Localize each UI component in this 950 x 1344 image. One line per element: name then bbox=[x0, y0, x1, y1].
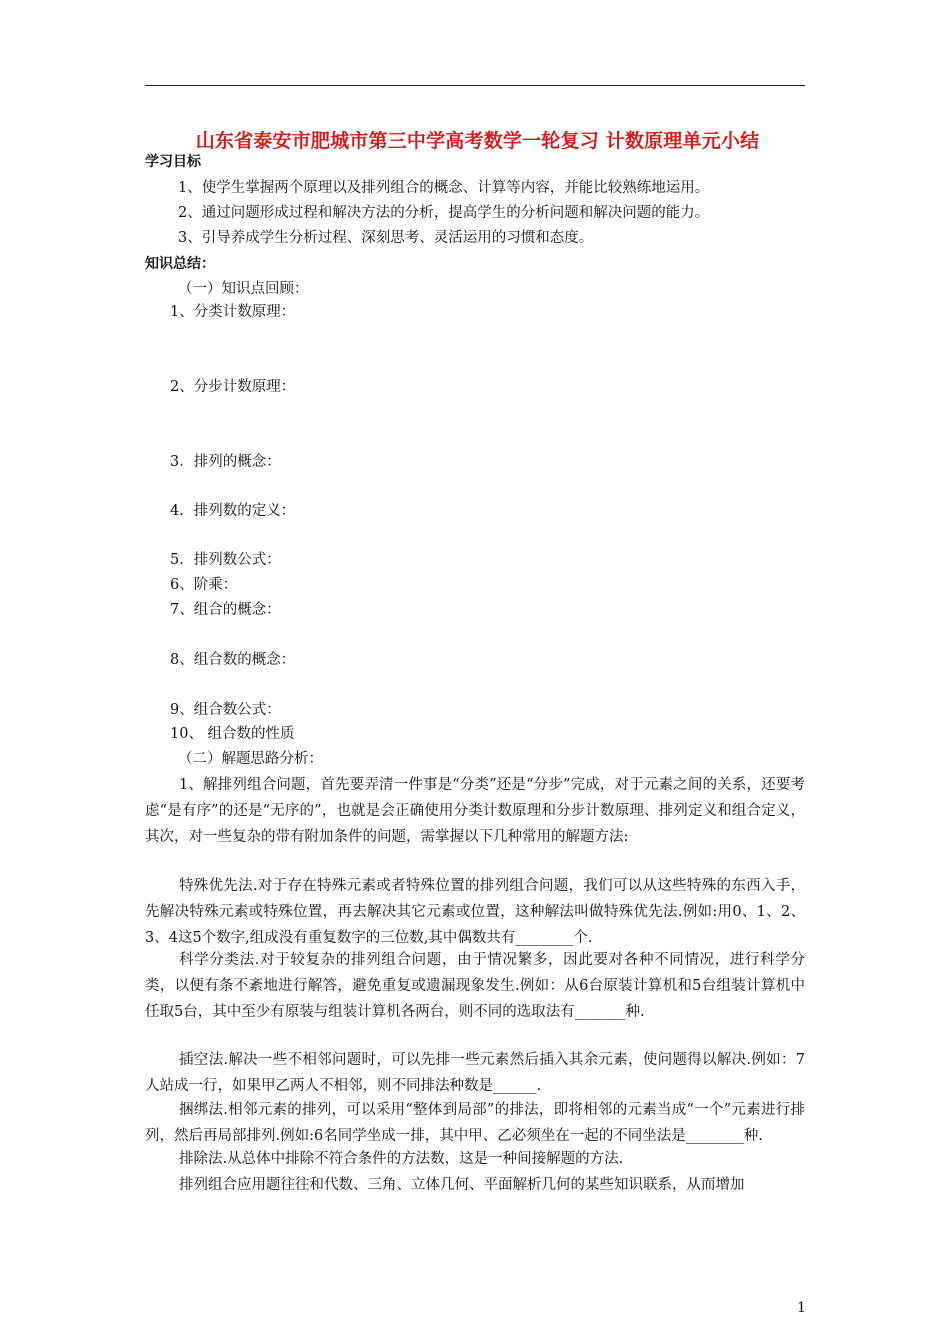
paragraph-bundling: 捆绑法.相邻元素的排列，可以采用“整体到局部”的排法，即将相邻的元素当成“一个”元素进行排列，然后再局部排列.例如:6名同学坐成一排，其中甲、乙必须坐在一起的不同坐法是________种. bbox=[145, 1102, 805, 1144]
paragraph-insertion: 插空法.解决一些不相邻问题时，可以先排一些元素然后插入其余元素，使问题得以解决.例如：7人站成一行，如果甲乙两人不相邻，则不同排法种数是______. bbox=[145, 1052, 805, 1094]
page-number: 1 bbox=[797, 1300, 806, 1316]
goal-item-1: 1、使学生掌握两个原理以及排列组合的概念、计算等内容，并能比较熟练地运用。 bbox=[178, 180, 710, 196]
point-1: 1、分类计数原理： bbox=[170, 304, 296, 320]
paragraph-classification: 科学分类法.对于较复杂的排列组合问题，由于情况繁多，因此要对各种不同情况，进行科学分类，以便有条不紊地进行解答，避免重复或遗漏现象发生.例如：从6台原装计算机和5台组装计算机中任取5台，其中至少有原装与组装计算机各两台，则不同的选取法有_______种. bbox=[145, 952, 805, 1020]
document-title: 山东省泰安市肥城市第三中学高考数学一轮复习 计数原理单元小结 bbox=[195, 130, 760, 152]
paragraph-applications: 排列组合应用题往往和代数、三角、立体几何、平面解析几何的某些知识联系，从而增加 bbox=[179, 1177, 745, 1193]
point-3: 3．排列的概念： bbox=[170, 454, 281, 470]
summary-heading: 知识总结： bbox=[145, 256, 215, 272]
point-8: 8、组合数的概念： bbox=[170, 652, 296, 668]
paragraph-special-first: 特殊优先法.对于存在特殊元素或者特殊位置的排列组合问题，我们可以从这些特殊的东西入手，先解决特殊元素或特殊位置，再去解决其它元素或位置，这种解法叫做特殊优先法.例如:用0、1、2、3、4这5个数字,组成没有重复数字的三位数,其中偶数共有________个. bbox=[145, 878, 805, 946]
goal-item-3: 3、引导养成学生分析过程、深刻思考、灵活运用的习惯和态度。 bbox=[178, 230, 594, 246]
point-4: 4．排列数的定义： bbox=[170, 503, 296, 519]
point-10: 10、 组合数的性质 bbox=[170, 726, 295, 742]
summary-part1: （一）知识点回顾： bbox=[178, 281, 309, 297]
header-rule bbox=[145, 85, 805, 86]
goal-item-2: 2、通过问题形成过程和解决方法的分析，提高学生的分析问题和解决问题的能力。 bbox=[178, 205, 710, 221]
point-2: 2、分步计数原理： bbox=[170, 379, 296, 395]
goals-heading: 学习目标 bbox=[145, 154, 201, 170]
paragraph-exclusion: 排除法.从总体中排除不符合条件的方法数，这是一种间接解题的方法. bbox=[179, 1151, 624, 1167]
point-7: 7、组合的概念： bbox=[170, 602, 281, 618]
summary-part2: （二）解题思路分析： bbox=[178, 751, 323, 767]
paragraph-approach: 1、解排列组合问题，首先要弄清一件事是“分类”还是“分步”完成，对于元素之间的关系，还要考虑“是有序”的还是“无序的”，也就是会正确使用分类计数原理和分步计数原理、排列定义和组合定义，其次，对一些复杂的带有附加条件的问题，需掌握以下几种常用的解题方法: bbox=[145, 777, 805, 845]
point-9: 9、组合数公式： bbox=[170, 702, 281, 718]
point-5: 5．排列数公式： bbox=[170, 552, 281, 568]
point-6: 6、阶乘： bbox=[170, 577, 238, 593]
